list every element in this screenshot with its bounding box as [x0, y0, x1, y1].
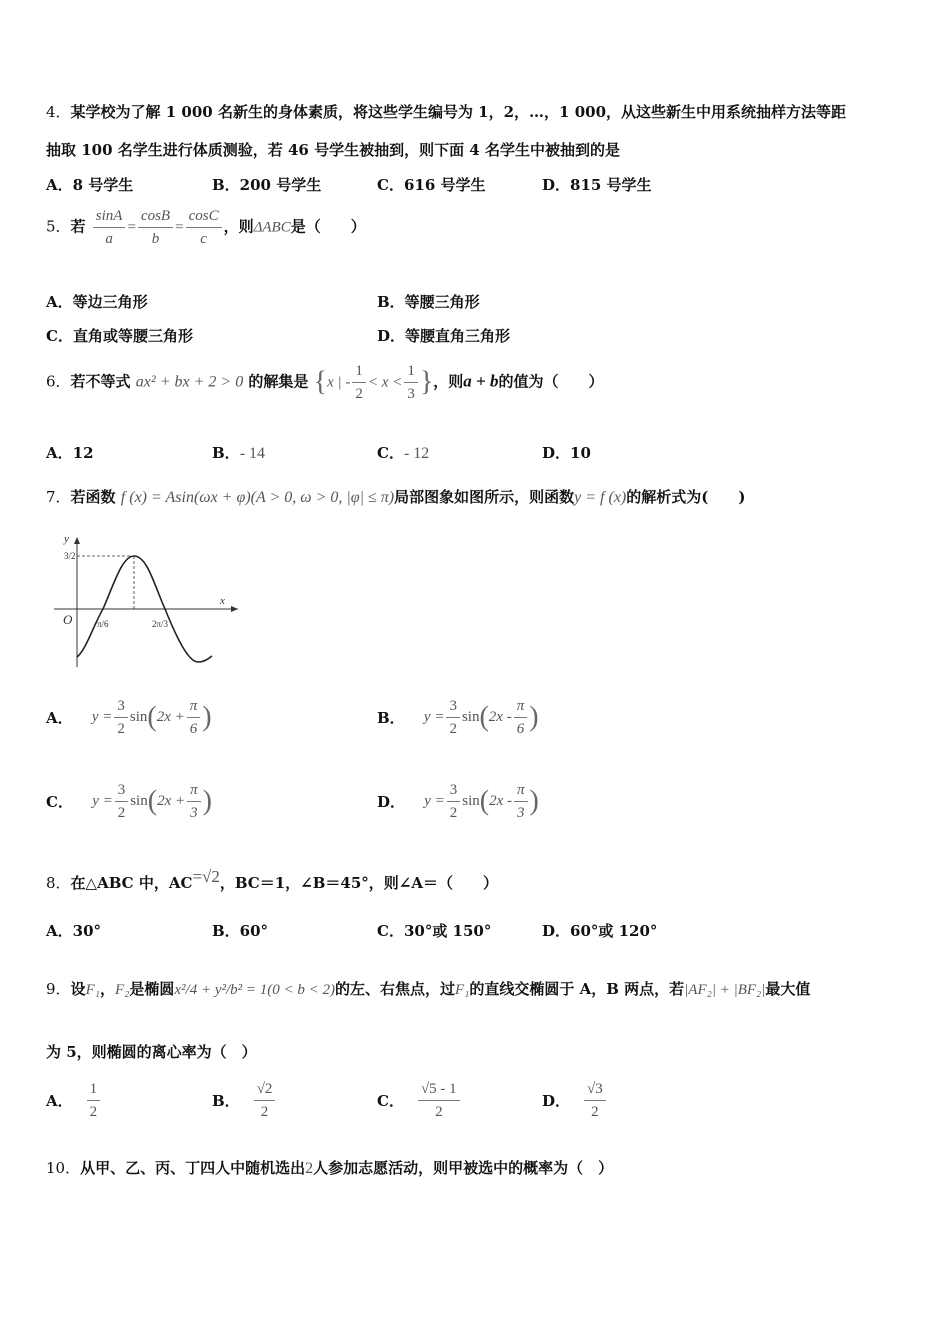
q7-opt-a-y: y =: [91, 709, 113, 725]
q5-prefix: 若: [70, 217, 86, 236]
q7-opt-a-phase: [187, 695, 201, 740]
q7-opt-d-n: 3: [447, 779, 461, 802]
q4-number: 4．: [46, 103, 71, 121]
q9-opt-d-num: √3: [584, 1078, 606, 1101]
q7-opt-a-pd: 6: [189, 721, 198, 737]
q7-opt-c-d: 2: [117, 805, 126, 821]
q9-sep: ，: [99, 980, 115, 998]
q7-opt-d-amp: [447, 779, 461, 824]
q5-fraction-cosb: [138, 205, 173, 250]
q6-option-d-label: D．: [542, 444, 571, 462]
q7-opt-c-y: y =: [92, 793, 113, 809]
q9-opt-c-label: C．: [377, 1092, 404, 1110]
q8-stem: [46, 867, 499, 893]
q5-option-c: C．直角或等腰三角形: [46, 327, 193, 345]
q7-opt-b-rparen: ): [529, 701, 539, 733]
q9-f1-again: F₁: [455, 982, 470, 998]
q7-opt-a-d: 2: [117, 721, 125, 737]
q6-brace-left: {: [313, 366, 328, 398]
q4-option-d: D．815 号学生: [542, 176, 652, 194]
q9-opt-d-den: 2: [591, 1104, 599, 1120]
q9-opt-a-num: 1: [87, 1078, 101, 1101]
q7-opt-b-sin: sin: [461, 709, 480, 725]
q5-number: 5．: [46, 217, 71, 236]
q7-opt-b-n: 3: [446, 695, 460, 718]
q10-stem: [46, 1158, 613, 1179]
q10-two: 2: [305, 1160, 314, 1177]
q4-text-1: 某学校为了解 1 000 名新生的身体素质，将这些学生编号为 1，2，…，1 000，从这些新生中用系统抽样方法等距: [70, 103, 847, 121]
q4-line2: 抽取 100 名学生进行体质测验，若 46 号学生被抽到，则下面 4 名学生中被抽到的是: [46, 141, 620, 159]
q7-y-fx: y = f (x): [574, 489, 627, 506]
q7-opt-d-rparen: ): [529, 785, 539, 817]
q7-opt-b-pd: 6: [516, 721, 525, 737]
q8-text-2: ，BC＝1，∠B＝45°，则∠A＝（ ）: [219, 874, 499, 892]
q5-suffix: ，则: [223, 217, 254, 236]
q6-a-plus-b: a + b: [463, 371, 499, 391]
q8-option-c: C．30°或 150°: [377, 922, 492, 940]
q7-opt-b-d: 2: [449, 721, 457, 737]
q7-mid: 局部图象如图所示，则函数: [394, 488, 575, 506]
q5-frac1-den: a: [105, 231, 113, 247]
q7-prefix: 若函数: [70, 488, 116, 506]
q9-opt-c-num: √5 - 1: [418, 1078, 460, 1101]
q9-opt-b-den: 2: [260, 1104, 269, 1120]
q9-opt-a-frac: [87, 1078, 101, 1123]
q4-option-b: B．200 号学生: [212, 176, 322, 194]
q6-number: 6．: [46, 372, 71, 391]
q6-comma: ，则: [433, 372, 464, 391]
q9-mid2: 的左、右焦点，过: [335, 980, 456, 998]
q7-opt-c-amp: [115, 779, 129, 824]
q6-inequality: ax² + bx + 2 > 0: [135, 373, 244, 391]
q7-opt-b-label: B．: [377, 709, 405, 727]
q6-stem: [46, 360, 603, 405]
q6-option-c-label: C．: [377, 444, 404, 462]
q8-text-1: 在△ABC 中，AC: [70, 874, 193, 892]
q8-option-d: D．60°或 120°: [542, 922, 658, 940]
q6-option-b-label: B．: [212, 444, 240, 462]
q6-option-a-label: A．: [46, 444, 73, 462]
q6-set-mid: < x <: [367, 374, 403, 391]
q6-frac-half: [352, 360, 366, 405]
q9-stem-line1: [46, 979, 810, 1000]
q5-stem: [46, 205, 366, 250]
q7-opt-a-rparen: ): [202, 701, 212, 733]
q5-frac1-num: sinA: [93, 205, 126, 228]
q5-eq1: =: [127, 219, 136, 236]
q7-opt-d-pn: π: [514, 779, 528, 802]
q8-option-a: A．30°: [46, 922, 102, 940]
q9-mid1: 是椭圆: [129, 980, 175, 998]
q7-opt-d-y: y =: [424, 793, 445, 809]
q9-opt-c-frac: [418, 1078, 460, 1123]
q7-opt-a-sin: sin: [129, 709, 148, 725]
q6-option-b-value: - 14: [239, 445, 266, 462]
q9-option-d: [542, 1078, 608, 1123]
q7-opt-a-n: 3: [114, 695, 128, 718]
q7-opt-a-amp: [114, 695, 128, 740]
q5-option-b: B．等腰三角形: [377, 293, 480, 311]
q7-opt-b-amp: [446, 695, 460, 740]
q5-eq2: =: [175, 219, 184, 236]
q7-opt-c-pd: 3: [190, 805, 198, 821]
q9-opt-c-den: 2: [435, 1104, 443, 1120]
q7-tick-pi6: π/6: [97, 619, 109, 629]
q7-opt-c-phase: [187, 779, 201, 824]
q6-frac2-den: 3: [407, 386, 415, 402]
q7-tick-2pi3: 2π/3: [152, 619, 169, 629]
q7-x-label: x: [220, 595, 225, 607]
q7-option-b: [377, 695, 539, 740]
q9-option-c: [377, 1078, 462, 1123]
q9-stem-line2: 为 5，则椭圆的离心率为（ ）: [46, 1043, 257, 1061]
q9-opt-b-label: B．: [212, 1092, 240, 1110]
q7-stem: [46, 487, 745, 508]
q10-number: 10．: [46, 1159, 81, 1177]
q5-triangle: ΔABC: [253, 219, 291, 236]
q9-option-a: [46, 1078, 102, 1123]
q4-line1: [46, 102, 846, 122]
q10-text-2: 人参加志愿活动，则甲被选中的概率为（ ）: [313, 1159, 614, 1177]
q7-option-a: [46, 695, 212, 740]
q6-option-d-value: 10: [570, 444, 591, 462]
q7-opt-c-n: 3: [115, 779, 129, 802]
q5-option-a: A．等边三角形: [46, 293, 148, 311]
q6-mid: 的解集是: [248, 372, 309, 391]
q7-opt-a-arg: 2x +: [156, 709, 185, 725]
q9-ellipse: x²/4 + y²/b² = 1(0 < b < 2): [174, 982, 335, 998]
q7-option-c: [46, 779, 212, 824]
q7-opt-d-d: 2: [449, 805, 458, 821]
q7-option-d: [377, 779, 539, 824]
q9-abs-expr: |AF₂| + |BF₂|: [684, 982, 766, 998]
q7-opt-d-pd: 3: [517, 805, 525, 821]
q6-option-a: [46, 442, 94, 463]
q10-text-1: 从甲、乙、丙、丁四人中随机选出: [80, 1159, 306, 1177]
q7-opt-b-lparen: (: [479, 701, 489, 733]
q9-prefix: 设: [70, 980, 86, 998]
q5-frac2-den: b: [151, 231, 160, 247]
q7-opt-c-pn: π: [187, 779, 201, 802]
q9-number: 9．: [46, 980, 71, 998]
q7-origin-label: O: [63, 612, 73, 627]
q9-opt-b-frac: [254, 1078, 276, 1123]
q8-sqrt: =√2: [192, 867, 220, 886]
q6-frac-third: [404, 360, 418, 405]
q7-y-arrow: [74, 537, 80, 544]
q9-opt-b-num: √2: [254, 1078, 276, 1101]
q7-opt-d-label: D．: [377, 793, 406, 811]
q7-y-label: y: [64, 533, 69, 545]
q7-opt-c-arg: 2x +: [157, 793, 186, 809]
q9-opt-a-den: 2: [89, 1104, 98, 1120]
q7-opt-b-pn: π: [514, 695, 528, 718]
q5-fraction-sin: [93, 205, 126, 250]
q7-opt-d-arg: 2x -: [489, 793, 513, 809]
q6-prefix: 若不等式: [70, 372, 131, 391]
q7-opt-a-lparen: (: [147, 701, 157, 733]
q7-opt-c-label: C．: [46, 793, 73, 811]
q9-end1: 最大值: [765, 980, 811, 998]
q6-option-b: [212, 442, 265, 463]
q5-frac3-den: c: [200, 231, 207, 247]
q7-x-arrow: [231, 606, 238, 612]
q7-peak-label: [64, 551, 76, 561]
q6-option-d: [542, 442, 591, 463]
q6-frac1-num: 1: [352, 360, 366, 383]
q7-peak-text: 3/2: [64, 551, 76, 561]
q6-end: 的值为（ ）: [498, 372, 604, 391]
q7-opt-a-pn: π: [187, 695, 201, 718]
q5-end: 是（ ）: [290, 217, 366, 236]
q7-number: 7．: [46, 488, 71, 506]
q7-opt-c-rparen: ): [202, 785, 212, 817]
q6-brace-right: }: [419, 366, 434, 398]
q6-option-c-value: - 12: [403, 445, 430, 462]
q7-opt-d-phase: [514, 779, 528, 824]
q9-f1: F₁: [85, 982, 100, 998]
q7-opt-b-phase: [514, 695, 528, 740]
q9-opt-d-label: D．: [542, 1092, 571, 1110]
q8-option-b: B．60°: [212, 922, 269, 940]
q7-opt-c-lparen: (: [147, 785, 158, 817]
q6-option-c: [377, 442, 429, 463]
q7-opt-d-lparen: (: [479, 785, 490, 817]
q6-option-a-value: 12: [72, 444, 94, 462]
q7-end: 的解析式为( ): [626, 488, 746, 506]
q6-frac2-num: 1: [404, 360, 418, 383]
q9-opt-a-label: A．: [46, 1092, 73, 1110]
q5-fraction-cosc: [186, 205, 222, 250]
q6-set-left: x | -: [327, 374, 351, 391]
q8-number: 8．: [46, 874, 71, 892]
q7-opt-b-y: y =: [423, 709, 445, 725]
q7-function: f (x) = Asin(ωx + φ)(A > 0, ω > 0, |φ| ≤ π): [120, 489, 395, 506]
q9-option-b: [212, 1078, 277, 1123]
q4-option-c: C．616 号学生: [377, 176, 486, 194]
q4-option-a: A．8 号学生: [46, 176, 134, 194]
q7-opt-b-arg: 2x -: [488, 709, 512, 725]
q5-frac2-num: cosB: [138, 205, 173, 228]
q7-opt-a-label: A．: [46, 709, 73, 727]
q6-frac1-den: 2: [355, 386, 363, 402]
q7-opt-c-sin: sin: [130, 793, 148, 809]
q7-sine-graph: [50, 532, 245, 672]
q7-opt-d-sin: sin: [462, 793, 480, 809]
q9-mid3: 的直线交椭圆于 A，B 两点，若: [469, 980, 685, 998]
q5-option-d: D．等腰直角三角形: [377, 327, 511, 345]
q9-f2: F₂: [114, 982, 130, 998]
q5-frac3-num: cosC: [186, 205, 222, 228]
q9-opt-d-frac: [584, 1078, 606, 1123]
